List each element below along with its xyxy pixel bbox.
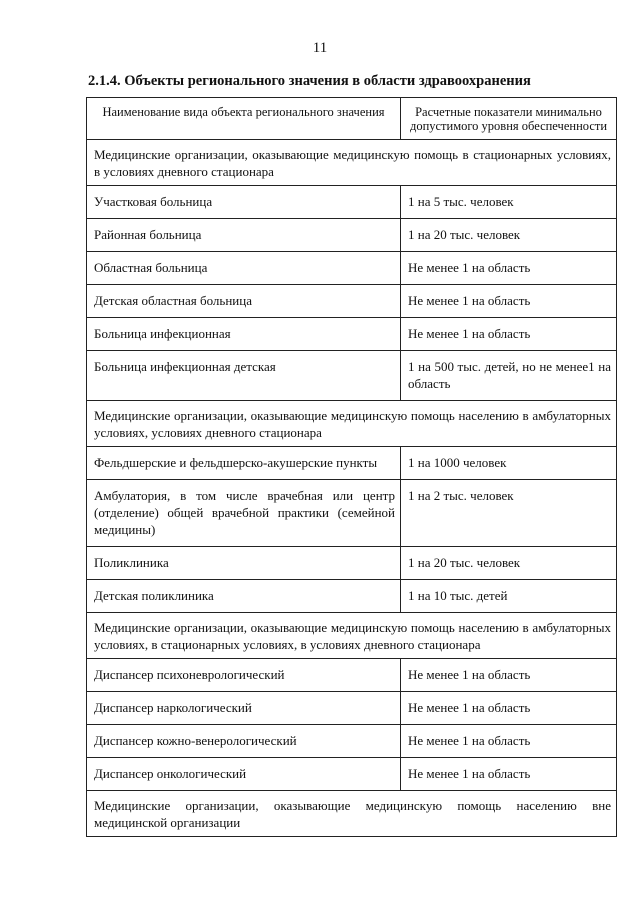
section-row (87, 613, 617, 659)
table-header-row (87, 98, 617, 140)
section-title: Медицинские организации, оказывающие медицинскую помощь населению в амбулаторных условиях, в стационарных условиях, в условиях дневного стационара (87, 613, 617, 659)
facility-name: Диспансер наркологический (87, 692, 401, 725)
table-row (87, 186, 617, 219)
facility-value: Не менее 1 на область (401, 758, 617, 791)
table-row (87, 447, 617, 480)
facility-name: Детская поликлиника (87, 580, 401, 613)
facility-name: Поликлиника (87, 547, 401, 580)
facility-value: 1 на 1000 человек (401, 447, 617, 480)
facility-value: Не менее 1 на область (401, 252, 617, 285)
section-title: Медицинские организации, оказывающие медицинскую помощь населению в амбулаторных условиях, условиях дневного стационара (87, 401, 617, 447)
facility-value: 1 на 20 тыс. человек (401, 547, 617, 580)
table-row (87, 351, 617, 401)
table-row (87, 659, 617, 692)
facility-value: 1 на 500 тыс. детей, но не менее1 на область (401, 351, 617, 401)
table-row (87, 219, 617, 252)
section-heading: 2.1.4. Объекты регионального значения в области здравоохранения (88, 73, 531, 89)
facility-name: Детская областная больница (87, 285, 401, 318)
table-row (87, 285, 617, 318)
facility-value: Не менее 1 на область (401, 692, 617, 725)
section-row (87, 140, 617, 186)
facility-name: Диспансер онкологический (87, 758, 401, 791)
table-row (87, 758, 617, 791)
facility-value: 1 на 2 тыс. человек (401, 480, 617, 547)
facility-name: Амбулатория, в том числе врачебная или центр (отделение) общей врачебной практики (семейной медицины) (87, 480, 401, 547)
facility-value: Не менее 1 на область (401, 285, 617, 318)
table-row (87, 547, 617, 580)
facilities-table (86, 97, 617, 837)
facility-name: Участковая больница (87, 186, 401, 219)
facility-value: 1 на 5 тыс. человек (401, 186, 617, 219)
facility-name: Фельдшерские и фельдшерско-акушерские пункты (87, 447, 401, 480)
table-row (87, 692, 617, 725)
section-row (87, 401, 617, 447)
table-row (87, 252, 617, 285)
facility-value: Не менее 1 на область (401, 725, 617, 758)
facility-name: Диспансер кожно-венерологический (87, 725, 401, 758)
facility-name: Областная больница (87, 252, 401, 285)
table-row (87, 480, 617, 547)
table-row (87, 318, 617, 351)
header-facility-type: Наименование вида объекта регионального значения (87, 98, 401, 140)
facility-name: Больница инфекционная (87, 318, 401, 351)
section-row (87, 791, 617, 837)
table-row (87, 580, 617, 613)
table-row (87, 725, 617, 758)
facility-value: 1 на 20 тыс. человек (401, 219, 617, 252)
header-indicator: Расчетные показатели минимально допустимого уровня обеспеченности (401, 98, 617, 140)
page-number: 11 (312, 40, 328, 56)
facility-name: Больница инфекционная детская (87, 351, 401, 401)
facility-name: Диспансер психоневрологический (87, 659, 401, 692)
facility-value: 1 на 10 тыс. детей (401, 580, 617, 613)
facility-value: Не менее 1 на область (401, 318, 617, 351)
facility-value: Не менее 1 на область (401, 659, 617, 692)
facility-name: Районная больница (87, 219, 401, 252)
section-title: Медицинские организации, оказывающие медицинскую помощь в стационарных условиях, в условиях дневного стационара (87, 140, 617, 186)
section-title: Медицинские организации, оказывающие медицинскую помощь населению вне медицинской организации (87, 791, 617, 837)
